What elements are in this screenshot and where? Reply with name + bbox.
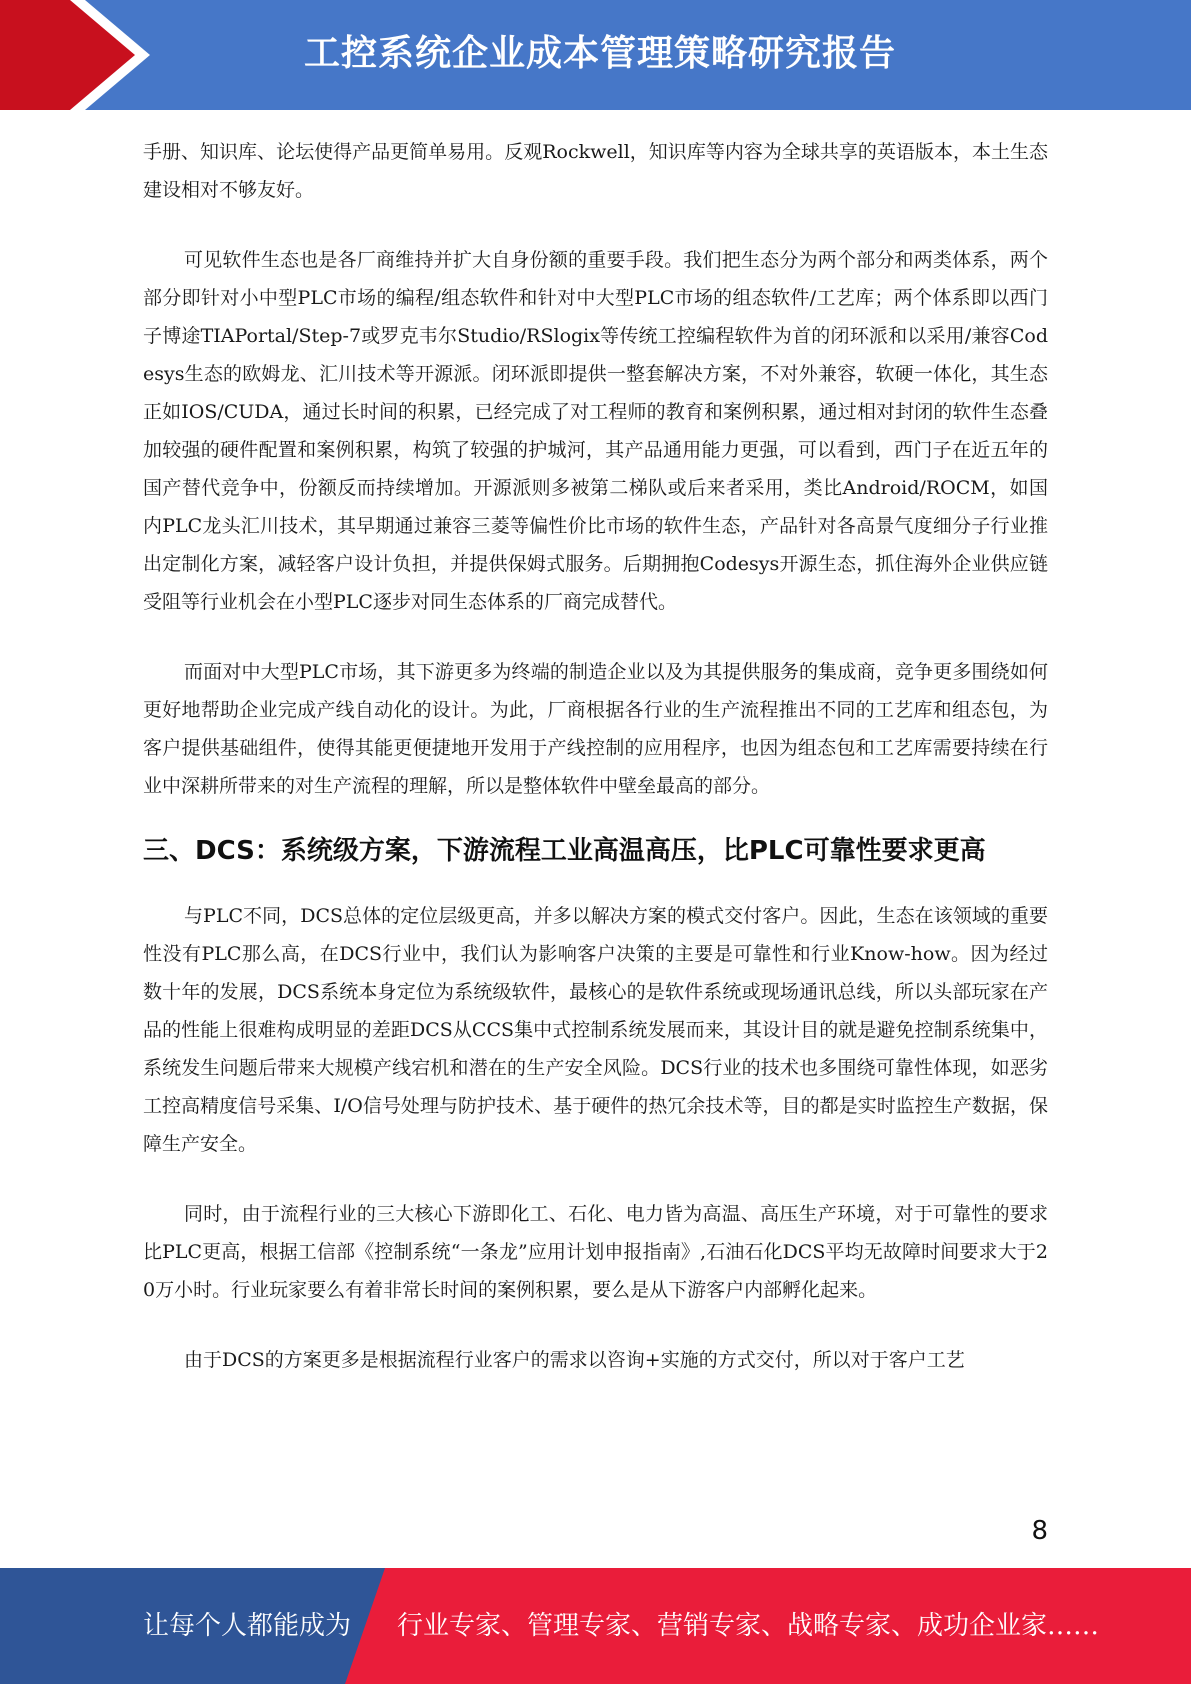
paragraph-1: 手册、知识库、论坛使得产品更简单易用。反观Rockwell，知识库等内容为全球共享的英语版本，本土生态建设相对不够友好。 xyxy=(143,141,1048,201)
section-heading: 三、DCS：系统级方案，下游流程工业高温高压，比PLC可靠性要求更高 xyxy=(143,836,986,866)
document-body xyxy=(143,133,1048,1379)
footer-slogan-right: 行业专家、管理专家、营销专家、战略专家、成功企业家…… xyxy=(397,1611,1100,1641)
paragraph-6: 由于DCS的方案更多是根据流程行业客户的需求以咨询+实施的方式交付，所以对于客户工艺 xyxy=(184,1349,965,1371)
page-number: 8 xyxy=(1031,1516,1048,1546)
header-arrow-icon xyxy=(0,0,140,110)
footer-slogan-left: 让每个人都能成为 xyxy=(143,1611,352,1641)
paragraph-5: 同时，由于流程行业的三大核心下游即化工、石化、电力皆为高温、高压生产环境，对于可靠性的要求比PLC更高，根据工信部《控制系统“一条龙”应用计划申报指南》,石油石化DCS平均无故障时间要求大于20万小时。行业玩家要么有着非常长时间的案例积累，要么是从下游客户内部孵化起来。 xyxy=(143,1203,1048,1301)
page-header xyxy=(0,0,1191,110)
page-footer xyxy=(0,1568,1191,1684)
paragraph-3: 而面对中大型PLC市场，其下游更多为终端的制造企业以及为其提供服务的集成商，竞争更多围绕如何更好地帮助企业完成产线自动化的设计。为此，厂商根据各行业的生产流程推出不同的工艺库和组态包，为客户提供基础组件，使得其能更便捷地开发用于产线控制的应用程序，也因为组态包和工艺库需要持续在行业中深耕所带来的对生产流程的理解，所以是整体软件中壁垒最高的部分。 xyxy=(143,661,1048,797)
paragraph-2: 可见软件生态也是各厂商维持并扩大自身份额的重要手段。我们把生态分为两个部分和两类体系，两个部分即针对小中型PLC市场的编程/组态软件和针对中大型PLC市场的组态软件/工艺库；两个体系即以西门子博途TIAPortal/Step-7或罗克韦尔Studio/RSlogix等传统工控编程软件为首的闭环派和以采用/兼容Codesys生态的欧姆龙、汇川技术等开源派。闭环派即提供一整套解决方案，不对外兼容，软硬一体化，其生态正如IOS/CUDA，通过长时间的积累，已经完成了对工程师的教育和案例积累，通过相对封闭的软件生态叠加较强的硬件配置和案例积累，构筑了较强的护城河，其产品通用能力更强，可以看到，西门子在近五年的国产替代竞争中，份额反而持续增加。开源派则多被第二梯队或后来者采用，类比Android/ROCM，如国内PLC龙头汇川技术，其早期通过兼容三菱等偏性价比市场的软件生态，产品针对各高景气度细分子行业推出定制化方案，减轻客户设计负担，并提供保姆式服务。后期拥抱Codesys开源生态，抓住海外企业供应链受阻等行业机会在小型PLC逐步对同生态体系的厂商完成替代。 xyxy=(143,249,1048,613)
paragraph-4: 与PLC不同，DCS总体的定位层级更高，并多以解决方案的模式交付客户。因此，生态在该领域的重要性没有PLC那么高，在DCS行业中，我们认为影响客户决策的主要是可靠性和行业Know-how。因为经过数十年的发展，DCS系统本身定位为系统级软件，最核心的是软件系统或现场通讯总线，所以头部玩家在产品的性能上很难构成明显的差距DCS从CCS集中式控制系统发展而来，其设计目的就是避免控制系统集中，系统发生问题后带来大规模产线宕机和潜在的生产安全风险。DCS行业的技术也多围绕可靠性体现，如恶劣工控高精度信号采集、I/O信号处理与防护技术、基于硬件的热冗余技术等，目的都是实时监控生产数据，保障生产安全。 xyxy=(143,905,1048,1155)
report-title: 工控系统企业成本管理策略研究报告 xyxy=(303,33,896,74)
